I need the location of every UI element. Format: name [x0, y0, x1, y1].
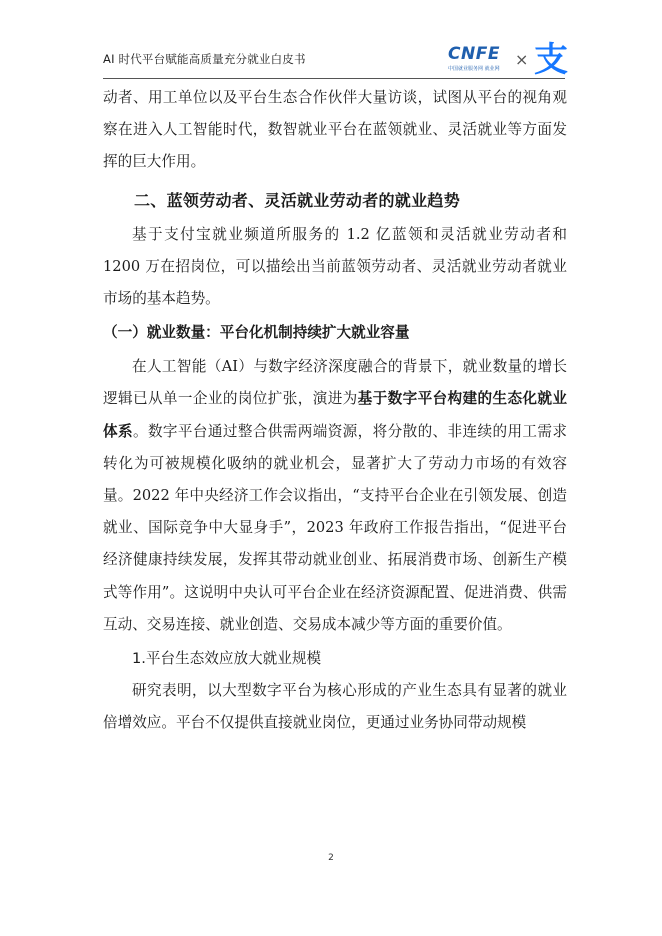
paragraph-intro: 动者、用工单位以及平台生态合作伙伴大量访谈，试图从平台的视角观察在进入人工智能时代，数智就业平台在蓝领就业、灵活就业等方面发挥的巨大作用。	[103, 89, 567, 171]
header-title: AI 时代平台赋能高质量充分就业白皮书	[103, 52, 306, 66]
alipay-logo	[531, 38, 571, 78]
cnfe-logo-text: CNFE	[448, 44, 500, 64]
cnfe-logo-subtitle: 中国就业服务网 就业网	[448, 66, 500, 72]
cnfe-logo	[448, 44, 514, 74]
document-body	[103, 82, 567, 739]
item-heading-1: 1.平台生态效应放大就业规模	[132, 650, 322, 668]
paragraph-section2: 基于支付宝就业频道所服务的 1.2 亿蓝领和灵活就业劳动者和 1200 万在招岗位，可以描绘出当前蓝领劳动者、灵活就业劳动者就业市场的基本趋势。	[103, 225, 567, 308]
paragraph-subsection1-emphasis: 基于数字平台构建的生态化就业体系	[103, 390, 567, 440]
alipay-logo-glyph: 支	[534, 40, 568, 78]
paragraph-subsection1-text-b: 。数字平台通过整合供需两端资源，将分散的、非连续的用工需求转化为可被规模化吸纳的就业机会，显著扩大了劳动力市场的有效容量。2022 年中央经济工作会议指出，“支持平台企业在引领发展、创造就业、国际竞争中大显身手”，2023 年政府工作报告指出，“促进平台经济健康持续发展，发挥其带动就业创业、拓展消费市场、创新生产模式等作用”。这说明中央认可平台企业在经济资源配置、促进消费、供需互动、交易连接、就业创造、交易成本减少等方面的重要价值。	[103, 422, 567, 633]
page-number: 2	[328, 853, 334, 863]
section-heading-2: 二、蓝领劳动者、灵活就业劳动者的就业趋势	[134, 190, 461, 210]
paragraph-subsection1	[103, 351, 567, 641]
logo-separator: ×	[515, 50, 529, 69]
paragraph-item1: 研究表明，以大型数字平台为核心形成的产业生态具有显著的就业倍增效应。平台不仅提供直接就业岗位，更通过业务协同带动规模	[103, 682, 567, 732]
subsection-heading-1: （一）就业数量：平台化机制持续扩大就业容量	[103, 324, 410, 342]
page-header	[103, 40, 568, 78]
header-divider	[103, 78, 565, 79]
paragraph-subsection1-text-a: 在人工智能（AI）与数字经济深度融合的背景下，就业数量的增长逻辑已从单一企业的岗位扩张，演进为	[103, 358, 567, 408]
